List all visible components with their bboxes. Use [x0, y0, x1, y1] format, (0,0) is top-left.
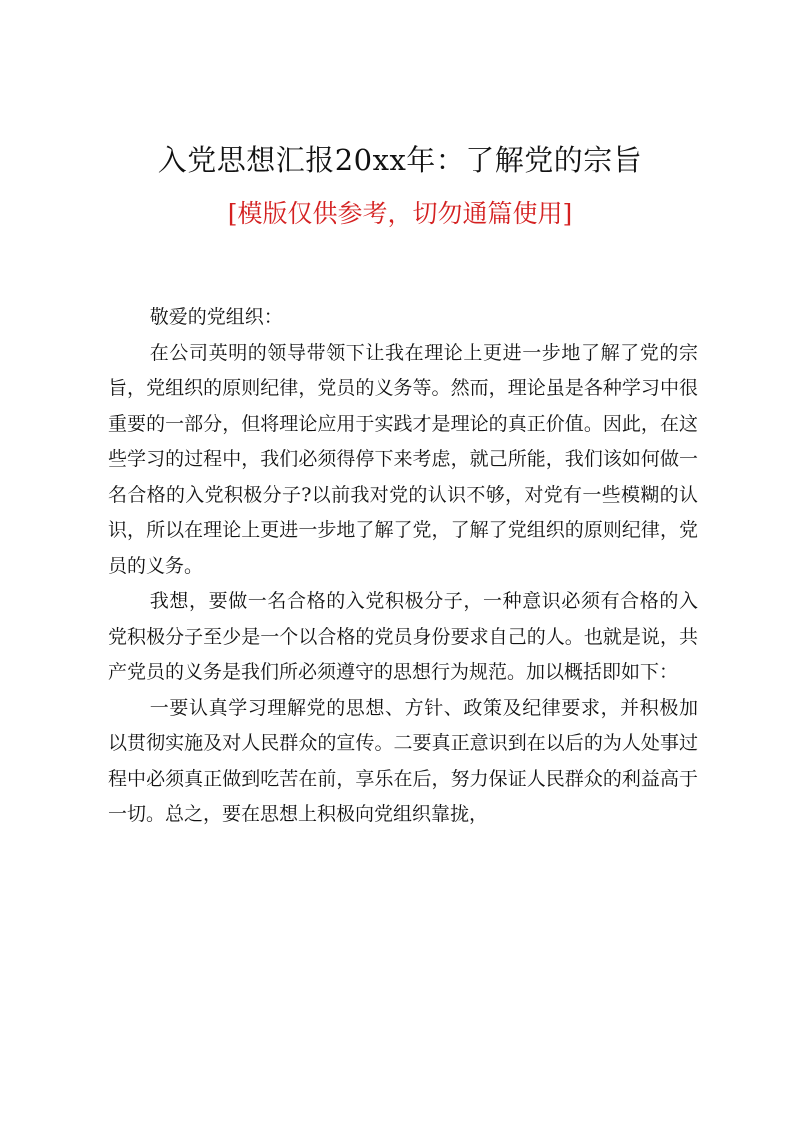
salutation: 敬爱的党组织：	[149, 306, 283, 328]
document-body	[108, 300, 698, 833]
template-notice: [模版仅供参考，切勿通篇使用]	[227, 199, 573, 228]
document-title: 入党思想汇报20xx年：了解党的宗旨	[157, 143, 643, 177]
paragraph-3: 一要认真学习理解党的思想、方针、政策及纪律要求，并积极加以贯彻实施及对人民群众的宣传。二要真正意识到在以后的为人处事过程中必须真正做到吃苦在前，享乐在后，努力保证人民群众的利益高于一切。总之，要在思想上积极向党组织靠拢，	[108, 696, 698, 825]
paragraph-2: 我想，要做一名合格的入党积极分子，一种意识必须有合格的入党积极分子至少是一个以合格的党员身份要求自己的人。也就是说，共产党员的义务是我们所必须遵守的思想行为规范。加以概括即如下：	[108, 590, 698, 683]
paragraph-1: 在公司英明的领导带领下让我在理论上更进一步地了解了党的宗旨，党组织的原则纪律，党员的义务等。然而，理论虽是各种学习中很重要的一部分，但将理论应用于实践才是理论的真正价值。因此，在这些学习的过程中，我们必须得停下来考虑，就己所能，我们该如何做一名合格的入党积极分子?以前我对党的认识不够，对党有一些模糊的认识，所以在理论上更进一步地了解了党，了解了党组织的原则纪律，党员的义务。	[108, 341, 698, 577]
